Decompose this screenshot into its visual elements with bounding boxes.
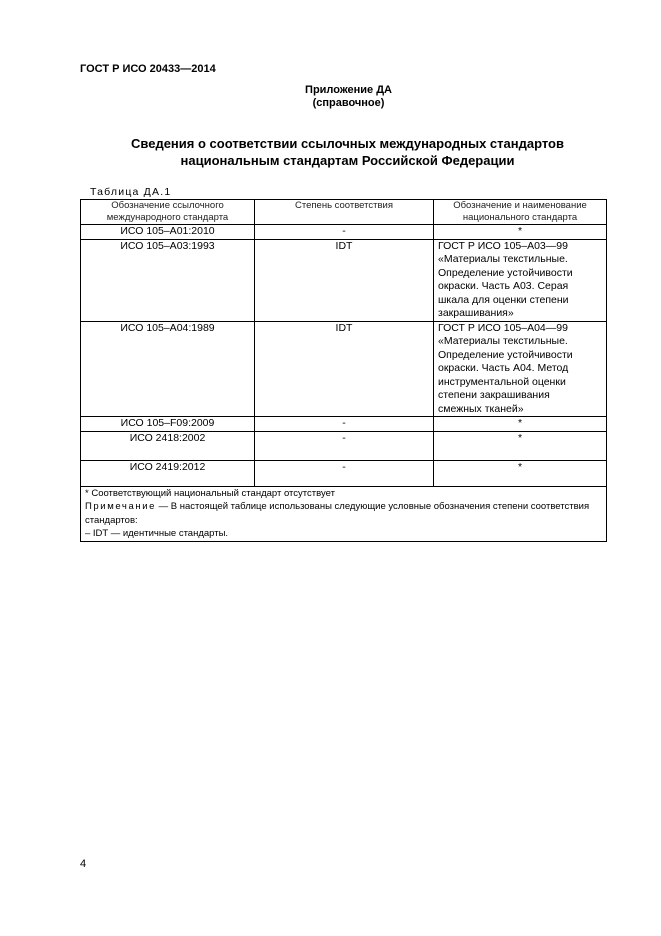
appendix-title: Приложение ДА xyxy=(305,84,392,96)
cell-degree: - xyxy=(255,417,434,432)
cell-national: * xyxy=(434,460,607,486)
document-title-line-1: Сведения о соответствии ссылочных международных стандартов xyxy=(131,136,564,151)
table-header-row xyxy=(81,200,607,225)
cell-standard: ИСО 2419:2012 xyxy=(81,460,255,486)
table-footnote xyxy=(81,486,607,541)
cell-degree: IDT xyxy=(255,321,434,417)
document-code: ГОСТ Р ИСО 20433—2014 xyxy=(80,63,216,75)
page-number: 4 xyxy=(80,858,87,870)
column-header-national: Обозначение и наименование национального стандарта xyxy=(434,200,607,225)
note-text: — В настоящей таблице использованы следующие условные обозначения степени соответствия стандартов: xyxy=(85,501,590,526)
appendix-heading xyxy=(0,84,661,110)
table-row xyxy=(81,417,607,432)
table-row xyxy=(81,239,607,321)
document-title xyxy=(0,135,661,169)
cell-national: ГОСТ Р ИСО 105–А04—99 «Материалы текстильные. Определение устойчивости окраски. Часть А04. Метод инструментальной оценки степени закрашивания смежных тканей» xyxy=(434,321,607,417)
note-label: Примечание xyxy=(85,501,156,512)
cell-degree: - xyxy=(255,431,434,460)
idt-definition: – IDT — идентичные стандарты. xyxy=(85,528,229,539)
cell-degree: - xyxy=(255,460,434,486)
table-row xyxy=(81,431,607,460)
table-row xyxy=(81,321,607,417)
table-caption: Таблица ДА.1 xyxy=(90,186,172,198)
table-footer-row xyxy=(81,486,607,541)
correspondence-table xyxy=(80,199,607,542)
cell-standard: ИСО 105–А01:2010 xyxy=(81,225,255,240)
table-row xyxy=(81,460,607,486)
cell-degree: IDT xyxy=(255,239,434,321)
column-header-degree: Степень соответствия xyxy=(255,200,434,225)
document-title-line-2: национальным стандартам Российской Федерации xyxy=(180,153,515,168)
cell-standard: ИСО 105–А04:1989 xyxy=(81,321,255,417)
cell-national: * xyxy=(434,431,607,460)
asterisk-note: * Соответствующий национальный стандарт отсутствует xyxy=(85,487,335,499)
note-paragraph xyxy=(85,500,602,527)
table-row xyxy=(81,225,607,240)
cell-standard: ИСО 105–А03:1993 xyxy=(81,239,255,321)
cell-degree: - xyxy=(255,225,434,240)
cell-national: * xyxy=(434,417,607,432)
column-header-international: Обозначение ссылочного международного стандарта xyxy=(81,200,255,225)
cell-standard: ИСО 105–F09:2009 xyxy=(81,417,255,432)
cell-national: * xyxy=(434,225,607,240)
appendix-subtitle: (справочное) xyxy=(312,97,385,109)
cell-national: ГОСТ Р ИСО 105–А03—99 «Материалы текстильные. Определение устойчивости окраски. Часть А03. Серая шкала для оценки степени закрашивания» xyxy=(434,239,607,321)
cell-standard: ИСО 2418:2002 xyxy=(81,431,255,460)
